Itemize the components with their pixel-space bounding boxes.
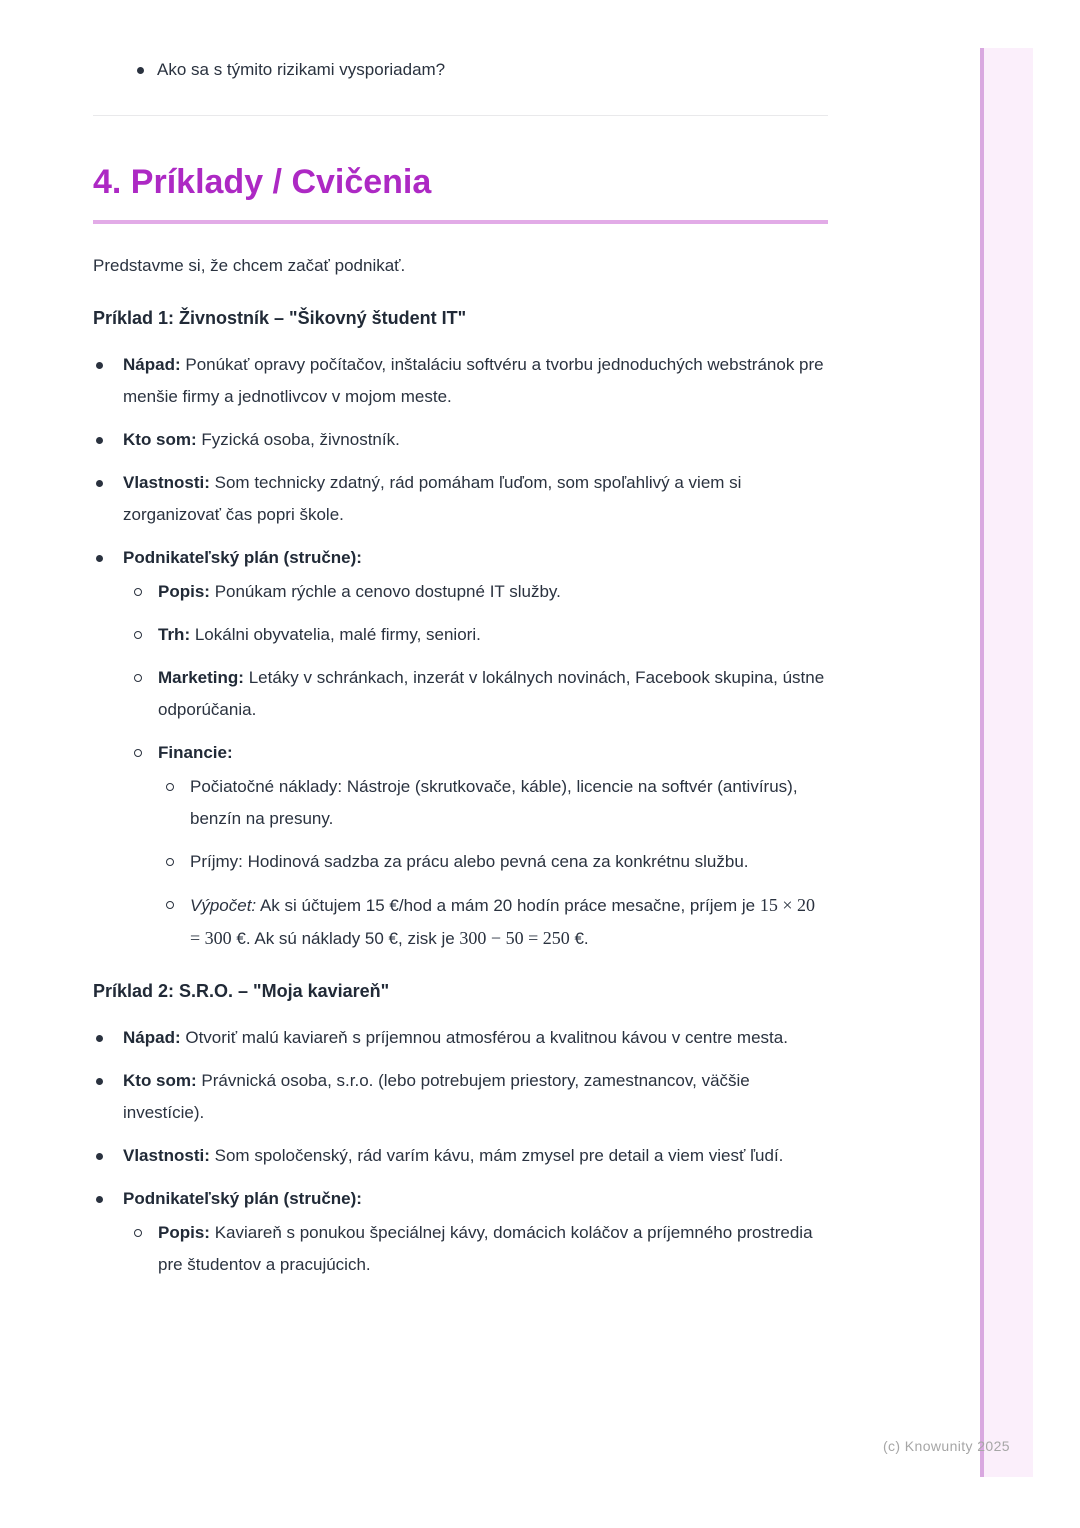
item-label: Popis:	[158, 582, 210, 601]
example2-list	[93, 1022, 828, 1281]
list-item	[93, 54, 828, 86]
list-item	[93, 1140, 828, 1172]
item-label: Trh:	[158, 625, 191, 644]
example1-plan-list	[123, 576, 828, 955]
item-label: Nápad:	[123, 1028, 181, 1047]
bullet-icon	[96, 1078, 103, 1085]
example1-financie-list	[158, 771, 828, 955]
bullet-icon	[96, 1196, 103, 1203]
circle-bullet-icon	[134, 674, 142, 682]
item-text: Lokálni obyvatelia, malé firmy, seniori.	[194, 625, 481, 644]
list-item	[93, 1022, 828, 1054]
intro-list	[93, 54, 828, 86]
list-item	[123, 619, 828, 651]
bullet-icon	[96, 555, 103, 562]
math-expression: 15 × 20 = 300	[190, 895, 815, 948]
list-item	[123, 1217, 828, 1281]
circle-bullet-icon	[166, 901, 174, 909]
item-text: Ponúkam rýchle a cenovo dostupné IT služby.	[214, 582, 561, 601]
page-edge-accent-bar	[980, 48, 1033, 1477]
section-divider	[93, 115, 828, 116]
bullet-icon	[96, 1153, 103, 1160]
bullet-icon	[137, 67, 144, 74]
item-text: Som spoločenský, rád varím kávu, mám zmysel pre detail a viem viesť ľudí.	[214, 1146, 784, 1165]
math-expression: 300 − 50 = 250	[459, 928, 570, 948]
item-label: Vlastnosti:	[123, 473, 210, 492]
intro-bullet-text: Ako sa s týmito rizikami vysporiadam?	[157, 60, 446, 79]
example2-plan-list	[123, 1217, 828, 1281]
item-label: Podnikateľský plán (stručne):	[123, 548, 362, 567]
item-text: Kaviareň s ponukou špeciálnej kávy, domácich koláčov a príjemného prostredia pre študentov a pracujúcich.	[158, 1223, 813, 1274]
item-label: Marketing:	[158, 668, 244, 687]
list-item	[93, 542, 828, 955]
bullet-icon	[96, 480, 103, 487]
bullet-icon	[96, 362, 103, 369]
circle-bullet-icon	[134, 749, 142, 757]
calculation-text: Ak si účtujem 15 €/hod a mám 20 hodín práce mesačne, príjem je	[259, 896, 756, 915]
list-item calculation-item	[158, 889, 828, 955]
circle-bullet-icon	[166, 783, 174, 791]
calculation-label: Výpočet:	[190, 896, 257, 915]
item-text: Fyzická osoba, živnostník.	[201, 430, 400, 449]
list-item	[93, 467, 828, 531]
item-label: Kto som:	[123, 1071, 197, 1090]
item-text: Som technicky zdatný, rád pomáham ľuďom, som spoľahlivý a viem si zorganizovať čas popri škole.	[123, 473, 742, 524]
bullet-icon	[96, 437, 103, 444]
list-item	[158, 846, 828, 878]
section-heading: 4. Príklady / Cvičenia	[93, 162, 828, 224]
item-text: Právnická osoba, s.r.o. (lebo potrebujem priestory, zamestnancov, väčšie investície).	[123, 1071, 750, 1122]
circle-bullet-icon	[134, 588, 142, 596]
item-text: Ponúkať opravy počítačov, inštaláciu softvéru a tvorbu jednoduchých webstránok pre menšie firmy a jednotlivcov v mojom meste.	[123, 355, 824, 406]
item-text: Otvoriť malú kaviareň s príjemnou atmosférou a kvalitnou kávou v centre mesta.	[185, 1028, 788, 1047]
calculation-text: €. Ak sú náklady 50 €, zisk je	[236, 929, 455, 948]
item-label: Nápad:	[123, 355, 181, 374]
item-text: Letáky v schránkach, inzerát v lokálnych novinách, Facebook skupina, ústne odporúčania.	[158, 668, 825, 719]
list-item	[158, 771, 828, 835]
item-text: Počiatočné náklady: Nástroje (skrutkovače, káble), licencie na softvér (antivírus), benzín na presuny.	[190, 777, 798, 828]
list-item	[123, 737, 828, 955]
circle-bullet-icon	[134, 631, 142, 639]
item-text: Príjmy: Hodinová sadzba za prácu alebo pevná cena za konkrétnu službu.	[190, 852, 749, 871]
watermark: (c) Knowunity 2025	[882, 1438, 1010, 1454]
circle-bullet-icon	[134, 1229, 142, 1237]
item-label: Kto som:	[123, 430, 197, 449]
item-label: Vlastnosti:	[123, 1146, 210, 1165]
example1-heading: Príklad 1: Živnostník – "Šikovný študent IT"	[93, 308, 467, 328]
item-label: Popis:	[158, 1223, 210, 1242]
document-content	[93, 0, 828, 1281]
list-item	[93, 1183, 828, 1281]
item-label: Podnikateľský plán (stručne):	[123, 1189, 362, 1208]
bullet-icon	[96, 1035, 103, 1042]
item-label: Financie:	[158, 743, 233, 762]
list-item	[123, 662, 828, 726]
lead-paragraph: Predstavme si, že chcem začať podnikať.	[93, 256, 406, 275]
list-item	[93, 349, 828, 413]
list-item	[123, 576, 828, 608]
list-item	[93, 1065, 828, 1129]
example2-heading: Príklad 2: S.R.O. – "Moja kaviareň"	[93, 981, 390, 1001]
list-item	[93, 424, 828, 456]
circle-bullet-icon	[166, 858, 174, 866]
calculation-text: €.	[574, 929, 589, 948]
example1-list	[93, 349, 828, 955]
